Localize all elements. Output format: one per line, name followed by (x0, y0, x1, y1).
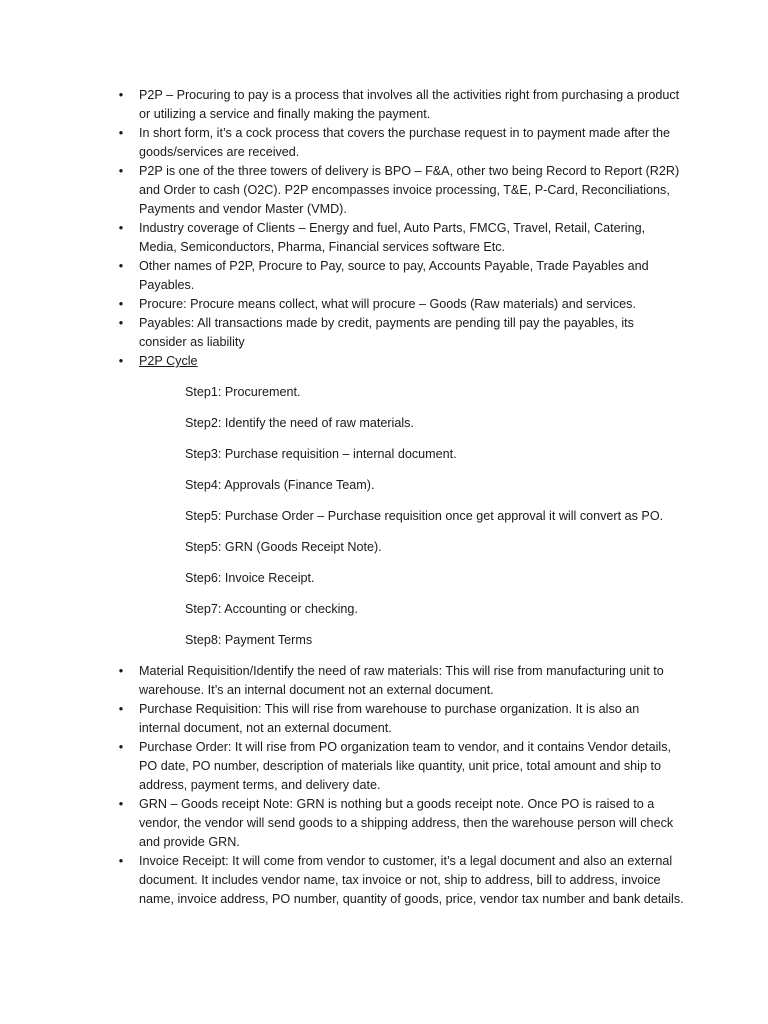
bullet-icon: • (118, 164, 124, 178)
step-item: Step5: Purchase Order – Purchase requisition once get approval it will convert as PO. (185, 509, 664, 523)
step-item: Step6: Invoice Receipt. (185, 571, 315, 585)
list-item (118, 795, 684, 852)
step-item: Step4: Approvals (Finance Team). (185, 478, 375, 492)
list-item (118, 852, 684, 909)
cycle-heading: P2P Cycle (139, 354, 198, 368)
list-item-text: Industry coverage of Clients – Energy and fuel, Auto Parts, FMCG, Travel, Retail, Catering, Media, Semiconductors, Pharma, Financial services software Etc. (139, 221, 646, 254)
bullet-list-bottom (118, 662, 684, 909)
bullet-icon: • (118, 854, 124, 868)
bullet-icon: • (118, 354, 124, 368)
step-item: Step5: GRN (Goods Receipt Note). (185, 540, 382, 554)
step-item: Step2: Identify the need of raw materials. (185, 416, 414, 430)
list-item (118, 86, 684, 124)
step-item: Step8: Payment Terms (185, 633, 313, 647)
list-item-cycle-heading (118, 352, 684, 371)
list-item (118, 295, 684, 314)
list-item-text: Purchase Order: It will rise from PO organization team to vendor, and it contains Vendor details, PO date, PO number, description of materials like quantity, unit price, total amount and ship to address, payment terms, and delivery date. (139, 740, 671, 792)
list-item-text: P2P is one of the three towers of delivery is BPO – F&A, other two being Record to Report (R2R) and Order to cash (O2C). P2P encompasses invoice processing, T&E, P-Card, Reconciliations, Payments and vendor Master (VMD). (139, 164, 680, 216)
list-item-text: Payables: All transactions made by credit, payments are pending till pay the payables, its consider as liability (139, 316, 634, 349)
bullet-icon: • (118, 702, 124, 716)
list-item-text: Other names of P2P, Procure to Pay, source to pay, Accounts Payable, Trade Payables and Payables. (139, 259, 649, 292)
bullet-icon: • (118, 297, 124, 311)
list-item (118, 314, 684, 352)
bullet-list-top (118, 86, 684, 371)
list-item (118, 162, 684, 219)
bullet-icon: • (118, 797, 124, 811)
list-item-text: P2P – Procuring to pay is a process that involves all the activities right from purchasing a product or utilizing a service and finally making the payment. (139, 88, 680, 121)
list-item (118, 219, 684, 257)
step-item: Step3: Purchase requisition – internal document. (185, 447, 457, 461)
list-item (118, 738, 684, 795)
step-item: Step7: Accounting or checking. (185, 602, 358, 616)
list-item-text: GRN – Goods receipt Note: GRN is nothing but a goods receipt note. Once PO is raised to a vendor, the vendor will send goods to a shipping address, then the warehouse person will check and provide GRN. (139, 797, 674, 849)
bullet-icon: • (118, 740, 124, 754)
list-item-text: Material Requisition/Identify the need of raw materials: This will rise from manufacturing unit to warehouse. It’s an internal document not an external document. (139, 664, 664, 697)
bullet-icon: • (118, 316, 124, 330)
bullet-icon: • (118, 664, 124, 678)
bullet-icon: • (118, 259, 124, 273)
list-item (118, 700, 684, 738)
bullet-icon: • (118, 126, 124, 140)
step-list (185, 383, 684, 650)
step-item: Step1: Procurement. (185, 385, 301, 399)
list-item-text: In short form, it’s a cock process that covers the purchase request in to payment made after the goods/services are received. (139, 126, 671, 159)
list-item (118, 662, 684, 700)
list-item-text: Procure: Procure means collect, what will procure – Goods (Raw materials) and services. (139, 297, 636, 311)
document-body (118, 86, 684, 909)
bullet-icon: • (118, 221, 124, 235)
list-item-text: Purchase Requisition: This will rise from warehouse to purchase organization. It is also an internal document, not an external document. (139, 702, 640, 735)
list-item-text: Invoice Receipt: It will come from vendor to customer, it’s a legal document and also an external document. It includes vendor name, tax invoice or not, ship to address, bill to address, invoice name, invoice address, PO number, quantity of goods, price, vendor tax number and bank details. (139, 854, 684, 906)
bullet-icon: • (118, 88, 124, 102)
list-item (118, 257, 684, 295)
list-item (118, 124, 684, 162)
